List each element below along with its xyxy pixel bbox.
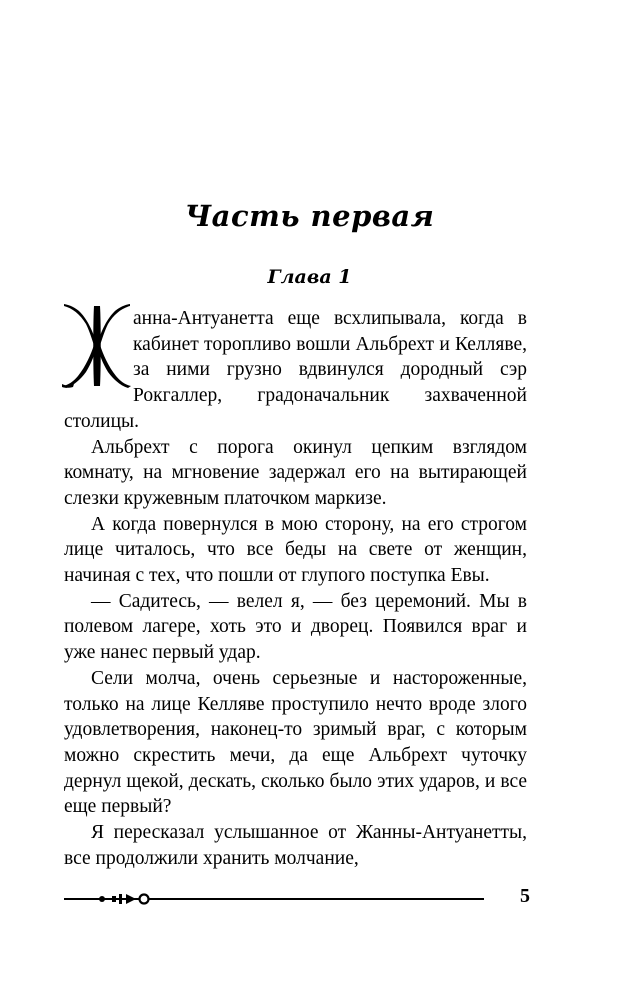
paragraph: Сели молча, очень серьезные и настороженные, только на лице Келляве проступило нечто вроде злого удовлетворения, наконец-то зримый враг, с которым можно скрестить мечи, да еще Альбрехт чуточку дернул щекой, дескать, сколько было этих ударов, и все еще первый? xyxy=(64,667,527,818)
page-number: 5 xyxy=(520,885,530,907)
chapter-title: Глава 1 xyxy=(267,266,352,288)
part-title: Часть первая xyxy=(184,199,435,233)
footer-ornament-line xyxy=(64,888,484,910)
paragraph: Я пересказал услышанное от Жанны-Антуанетты, все продолжили хранить молчание, xyxy=(64,822,527,869)
paragraph: А когда повернулся в мою сторону, на его строгом лице читалось, что все беды на свете от женщин, начиная с тех, что пошли от глупого поступка Евы. xyxy=(64,513,527,587)
paragraph: анна-Антуанетта еще всхлипывала, когда в кабинет торопливо вошли Альбрехт и Келляве, за ними грузно вдвинулся дородный сэр Рокгаллер, градоначальник захваченной столицы. xyxy=(64,308,527,432)
drop-cap-space xyxy=(64,306,133,406)
chapter-body xyxy=(64,306,527,871)
paragraph: Альбрехт с порога окинул цепким взглядом комнату, на мгновение задержал его на вытирающей слезки кружевным платочком маркизе. xyxy=(64,436,527,509)
paragraph: — Садитесь, — велел я, — без церемоний. Мы в полевом лагере, хоть это и дворец. Появился враг и уже нанес первый удар. xyxy=(64,590,527,664)
